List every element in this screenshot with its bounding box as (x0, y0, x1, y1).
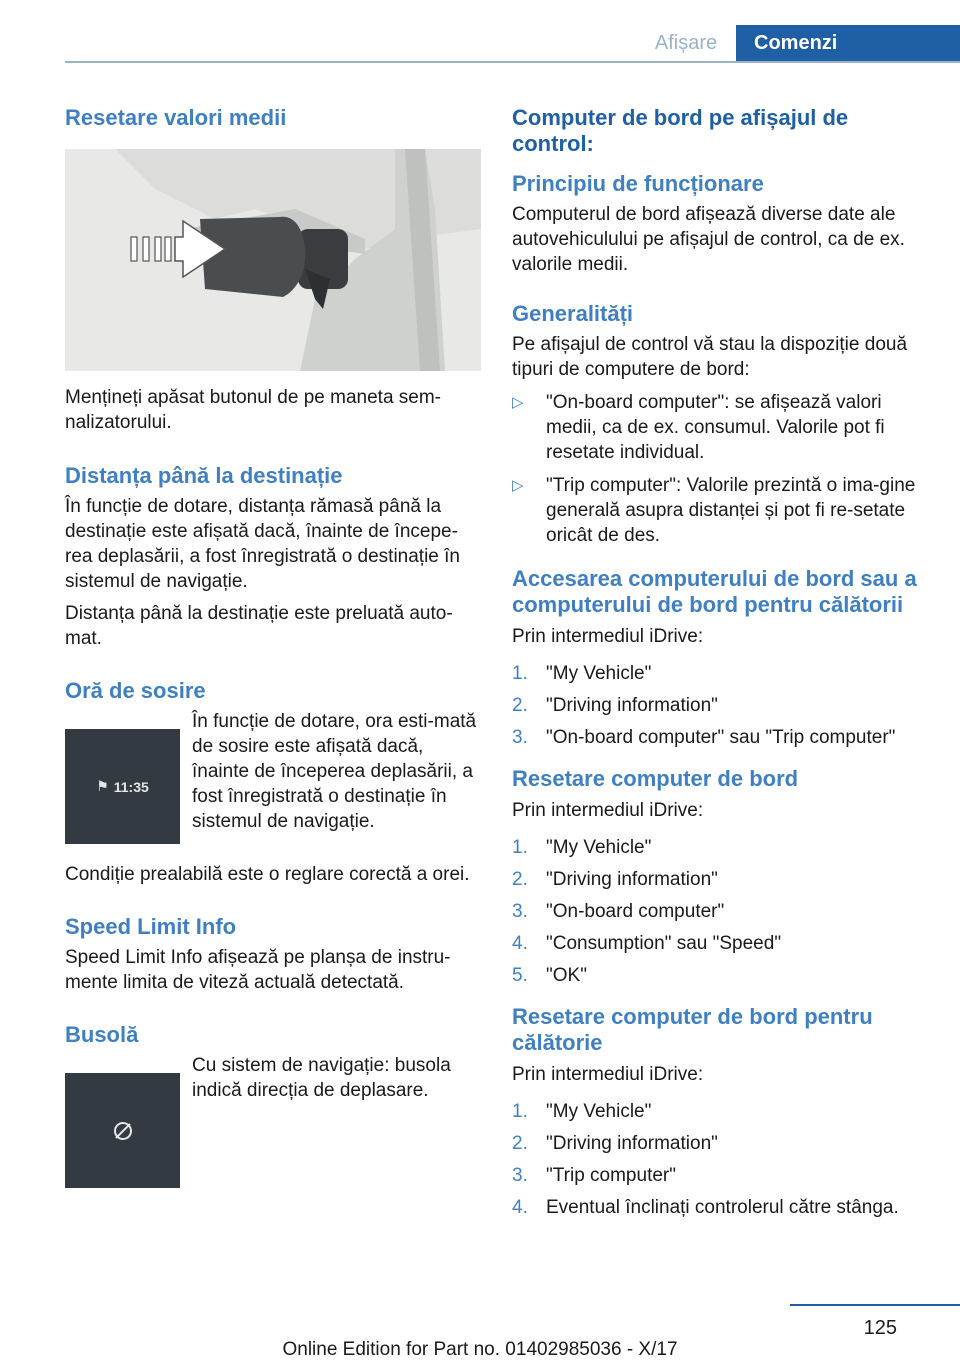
reset-averages-text: Mențineți apăsat butonul de pe maneta sem‐nalizatorului. (65, 387, 442, 433)
arrival-block (65, 709, 481, 852)
speed-limit-text: Speed Limit Info afișează pe planșa de instru‐mente limita de viteză actuală detectată. (65, 947, 451, 993)
list-item: 4. "Consumption" sau "Speed" (512, 933, 782, 954)
footer-divider (790, 1304, 960, 1306)
list-item: 3. "On-board computer" (512, 901, 725, 922)
section-title-speed-limit: Speed Limit Info (65, 914, 237, 939)
access-intro: Prin intermediul iDrive: (512, 626, 704, 647)
access-steps (512, 661, 932, 750)
section-title-arrival: Oră de sosire (65, 678, 206, 703)
right-column (512, 100, 932, 1227)
left-column (65, 100, 481, 1196)
edition-footer: Online Edition for Part no. 01402985036 - X/17 (282, 1339, 678, 1360)
section-title-principle: Principiu de funcționare (512, 171, 764, 196)
arrival-text: În funcție de dotare, ora esti‐mată de sosire este afișată dacă, înainte de începerea deplasării, a fost înregistrată o destinație în sistemul de navigație. (192, 711, 477, 832)
section-title-reset-trip: Resetare computer de bord pentru călătorie (512, 1004, 873, 1055)
triangle-bullet-icon: ▷ (512, 477, 524, 494)
reset-board-steps (512, 835, 932, 988)
distance-text-2: Distanța până la destinație este preluată auto‐mat. (65, 603, 453, 649)
list-item: 1. "My Vehicle" (512, 663, 652, 684)
flag-icon: ⚑ (96, 778, 109, 794)
arrival-time: 11:35 (113, 778, 149, 795)
computer-types-list (512, 390, 932, 548)
list-item: 5. "OK" (512, 965, 587, 986)
arrival-time-display (65, 729, 180, 844)
list-item: 2. "Driving information" (512, 695, 718, 716)
principle-text: Computerul de bord afișează diverse date ale autovehiculului pe afișajul de control, ca de ex. valorile medii. (512, 204, 905, 275)
compass-block (65, 1053, 481, 1196)
compass-text: Cu sistem de navigație: busola indică direcția de deplasare. (192, 1055, 451, 1101)
list-item: 2. "Driving information" (512, 1133, 718, 1154)
reset-board-intro: Prin intermediul iDrive: (512, 800, 704, 821)
list-item: 2. "Driving information" (512, 869, 718, 890)
list-item: 3. "Trip computer" (512, 1165, 676, 1186)
section-title-compass: Busolă (65, 1022, 139, 1047)
arrival-text-2: Condiție prealabilă este o reglare corectă a orei. (65, 864, 470, 885)
tab-comenzi[interactable]: Comenzi (736, 25, 960, 61)
general-text: Pe afișajul de control vă stau la dispoziție două tipuri de computere de bord: (512, 334, 908, 380)
turn-signal-lever-illustration (65, 149, 481, 371)
section-title-distance: Distanța până la destinație (65, 463, 343, 488)
list-item: ▷ "On-board computer": se afișează valori medii, ca de ex. consumul. Valorile pot fi resetate individual. (512, 392, 885, 463)
list-item: 1. "My Vehicle" (512, 1101, 652, 1122)
distance-text-1: În funcție de dotare, distanța rămasă până la destinație este afișată dacă, înainte de începe‐rea deplasării, a fost înregistrată o destinație în sistemul de navigație. (65, 496, 461, 592)
reset-trip-intro: Prin intermediul iDrive: (512, 1064, 704, 1085)
section-title-reset-board: Resetare computer de bord (512, 766, 799, 791)
tab-afisare[interactable]: Afișare (654, 32, 718, 54)
list-item: 3. "On-board computer" sau "Trip computer" (512, 727, 896, 748)
page-header (0, 0, 960, 62)
section-title-access: Accesarea computerului de bord sau a computerului de bord pentru călătorii (512, 566, 917, 617)
page-number: 125 (863, 1317, 897, 1339)
main-title-board-computer: Computer de bord pe afișajul de control: (512, 105, 849, 156)
compass-icon (112, 1120, 134, 1142)
section-title-general: Generalități (512, 301, 634, 326)
list-item: 4. Eventual înclinați controlerul către stânga. (512, 1197, 899, 1218)
section-title-reset-averages: Resetare valori medii (65, 105, 287, 130)
list-item: 1. "My Vehicle" (512, 837, 652, 858)
header-divider (65, 61, 960, 63)
reset-trip-steps (512, 1099, 932, 1220)
turn-signal-lever-figure (65, 149, 481, 371)
compass-display (65, 1073, 180, 1188)
triangle-bullet-icon: ▷ (512, 394, 524, 411)
list-item: ▷ "Trip computer": Valorile prezintă o ima‐gine generală asupra distanței și pot fi re‐setate oricât de des. (512, 475, 916, 546)
